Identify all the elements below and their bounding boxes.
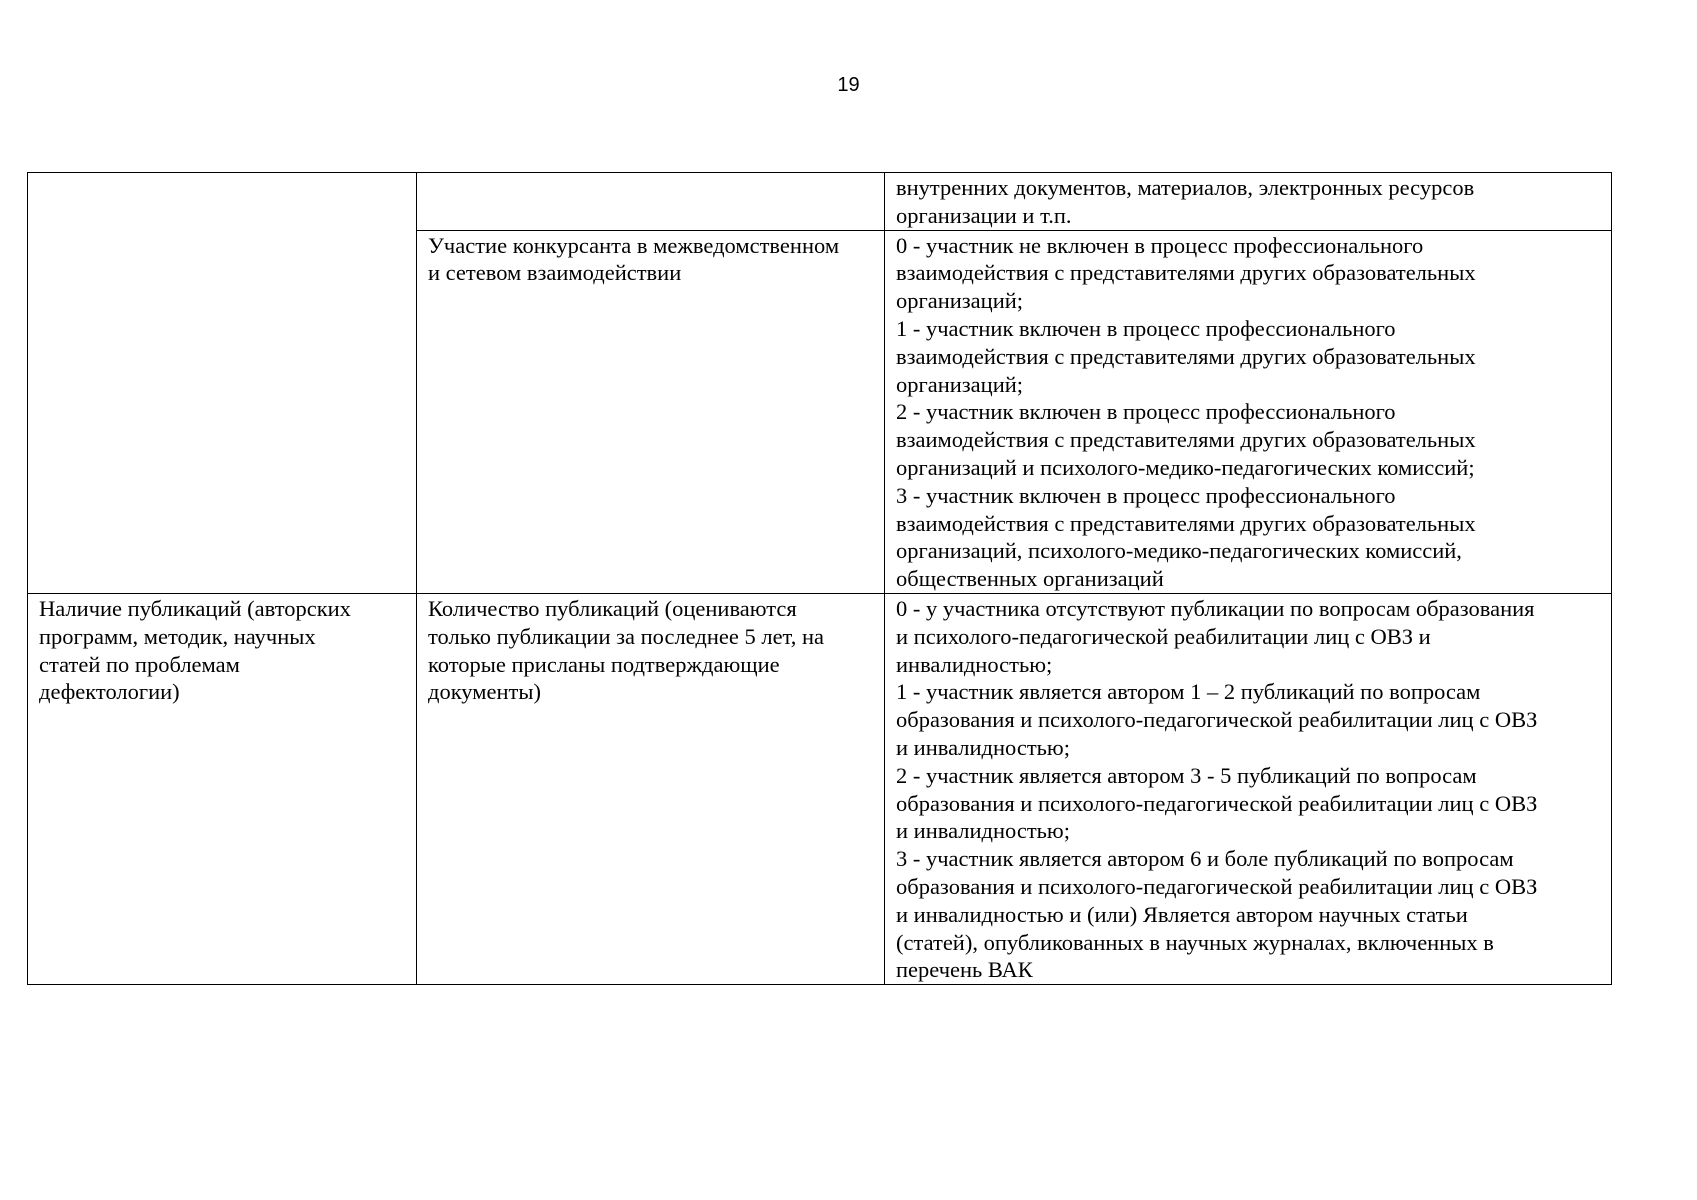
evaluation-line: 0 - у участника отсутствуют публикации по вопросам образования — [896, 595, 1535, 621]
evaluation-cell — [885, 230, 1612, 593]
criterion-cell — [28, 173, 417, 231]
evaluation-line: 2 - участник является автором 3 - 5 публикаций по вопросам — [896, 762, 1477, 788]
criterion-line: дефектологии) — [39, 679, 180, 705]
criterion-line: Наличие публикаций (авторских — [39, 595, 351, 621]
evaluation-cell — [885, 593, 1612, 984]
evaluation-line: организаций; — [896, 288, 1024, 314]
evaluation-line: (статей), опубликованных в научных журналах, включенных в — [896, 929, 1494, 955]
evaluation-line: 0 - участник не включен в процесс профессионального — [896, 232, 1424, 258]
evaluation-line: внутренних документов, материалов, электронных ресурсов — [896, 175, 1475, 200]
table-row — [28, 230, 1612, 593]
evaluation-line: и инвалидностью и (или) Является автором научных статьи — [896, 901, 1468, 927]
evaluation-line: организации и т.п. — [896, 202, 1072, 228]
criterion-cell — [28, 230, 417, 593]
criterion-line: программ, методик, научных — [39, 623, 316, 649]
indicator-line: документы) — [428, 679, 541, 705]
indicator-line: только публикации за последнее 5 лет, на — [428, 623, 824, 649]
evaluation-line: 1 - участник является автором 1 – 2 публикаций по вопросам — [896, 679, 1481, 705]
criteria-table — [27, 172, 1612, 985]
evaluation-line: 3 - участник включен в процесс профессионального — [896, 482, 1396, 508]
indicator-cell — [417, 230, 885, 593]
page-number: 19 — [837, 74, 860, 96]
evaluation-line: образования и психолого-педагогической реабилитации лиц с ОВЗ — [896, 790, 1538, 816]
evaluation-line: 3 - участник является автором 6 и боле публикаций по вопросам — [896, 846, 1514, 872]
indicator-line: Участие конкурсанта в межведомственном — [428, 232, 840, 258]
evaluation-line: взаимодействия с представителями других образовательных — [896, 343, 1476, 369]
evaluation-line: взаимодействия с представителями других образовательных — [896, 427, 1476, 453]
evaluation-line: и инвалидностью; — [896, 734, 1070, 760]
indicator-line: и сетевом взаимодействии — [428, 260, 682, 286]
evaluation-line: и психолого-педагогической реабилитации лиц с ОВЗ и — [896, 623, 1431, 649]
evaluation-line: организаций; — [896, 371, 1024, 397]
evaluation-line: взаимодействия с представителями других образовательных — [896, 510, 1476, 536]
indicator-line: Количество публикаций (оцениваются — [428, 595, 797, 621]
evaluation-line: инвалидностью; — [896, 651, 1053, 677]
evaluation-line: и инвалидностью; — [896, 818, 1070, 844]
evaluation-line: 1 - участник включен в процесс профессионального — [896, 315, 1396, 341]
indicator-cell — [417, 173, 885, 231]
evaluation-cell — [885, 173, 1612, 231]
evaluation-line: 2 - участник включен в процесс профессионального — [896, 399, 1396, 425]
criterion-line: статей по проблемам — [39, 651, 240, 677]
evaluation-line: организаций, психолого-медико-педагогических комиссий, — [896, 538, 1462, 564]
evaluation-line: образования и психолого-педагогической реабилитации лиц с ОВЗ — [896, 707, 1538, 733]
table-row — [28, 593, 1612, 984]
evaluation-line: взаимодействия с представителями других образовательных — [896, 260, 1476, 286]
criterion-cell — [28, 593, 417, 984]
evaluation-line: образования и психолого-педагогической реабилитации лиц с ОВЗ — [896, 873, 1538, 899]
evaluation-line: организаций и психолого-медико-педагогических комиссий; — [896, 454, 1475, 480]
indicator-line: которые присланы подтверждающие — [428, 651, 780, 677]
evaluation-line: перечень ВАК — [896, 957, 1033, 983]
indicator-cell — [417, 593, 885, 984]
evaluation-line: общественных организаций — [896, 566, 1164, 592]
table-row — [28, 173, 1612, 231]
